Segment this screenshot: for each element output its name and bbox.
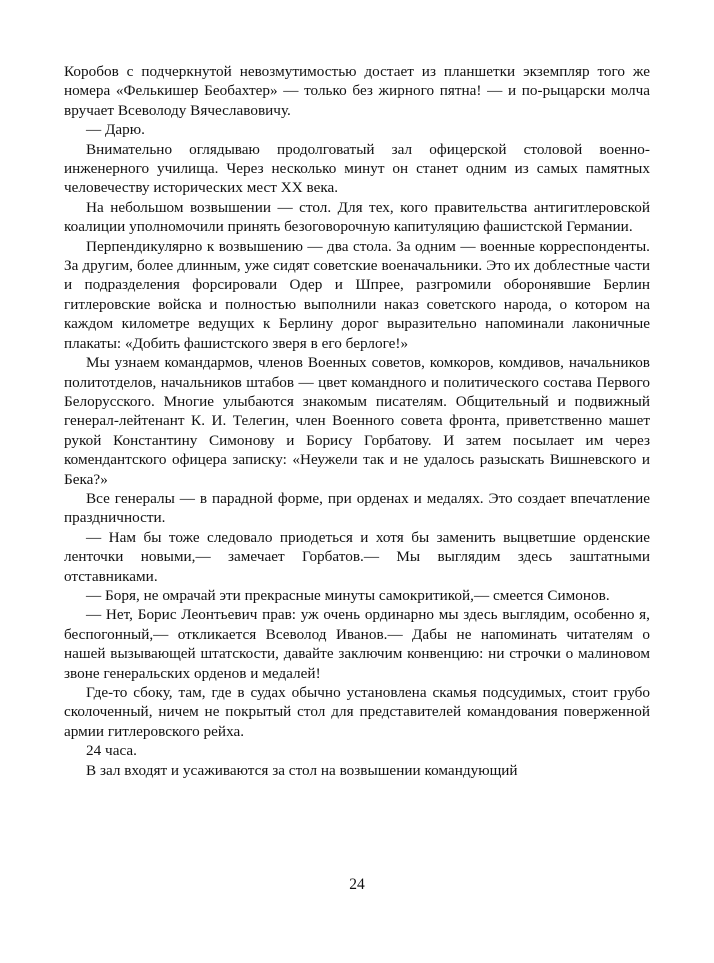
paragraph-3: Внимательно оглядываю продолговатый зал офицерской столовой военно-инженерного училища. Через несколько минут он станет одним из самых памятных человечеству исторических мест XX века. xyxy=(64,140,650,197)
paragraph-2: — Дарю. xyxy=(86,121,145,139)
paragraph-9: — Боря, не омрачай эти прекрасные минуты самокритикой,— смеется Симонов. xyxy=(86,586,610,604)
paragraph-7: Все генералы — в парадной форме, при орденах и медалях. Это создает впечатление праздничности. xyxy=(64,489,650,527)
paragraph-10: — Нет, Борис Леонтьевич прав: уж очень ординарно мы здесь выглядим, особенно я, беспогонный,— откликается Всеволод Иванов.— Дабы не напоминать читателям о нашей вызывающей штатскости, давайте заключим конвенцию: ни строчки о малиновом звоне генеральских орденов и медалей! xyxy=(64,606,650,682)
paragraph-11: Где-то сбоку, там, где в судах обычно установлена скамья подсудимых, стоит грубо сколоченный, ничем не покрытый стол для представителей командования поверженной армии гитлеровского рейха. xyxy=(64,684,650,740)
paragraph-8: — Нам бы тоже следовало приодеться и хотя бы заменить выцветшие орденские ленточки новыми,— замечает Горбатов.— Мы выглядим здесь заштатными отставниками. xyxy=(64,528,650,585)
paragraph-5: Перпендикулярно к возвышению — два стола. За одним — военные корреспонденты. За другим, более длинным, уже сидят советские военачальники. Это их доблестные части и подразделения форсировали Одер и Шпрее, разгромили оборонявшие Берлин гитлеровские войска и полностью выполнили наказ советского народа, о котором на каждом километре ведущих к Берлину дорог выразительно напоминали лаконичные плакаты: «Добить фашистского зверя в его берлоге!» xyxy=(64,237,650,352)
paragraph-12: 24 часа. xyxy=(86,742,137,760)
paragraph-6: Мы узнаем командармов, членов Военных советов, комкоров, комдивов, начальников политотделов, начальников штабов — цвет командного и политического состава Первого Белорусского. Многие улыбаются знакомым писателям. Общительный и подвижный генерал-лейтенант К. И. Телегин, член Военного совета фронта, приветственно машет рукой Константину Симонову и Борису Горбатову. И затем посылает им через комендантского офицера записку: «Неужели так и не удалось разыскать Вишневского и Бека?» xyxy=(64,354,650,488)
paragraph-13: В зал входят и усаживаются за стол на возвышении командующий xyxy=(86,761,518,779)
page-number: 24 xyxy=(349,876,365,893)
text-column xyxy=(64,62,650,780)
page-body xyxy=(64,62,650,780)
paragraph-4: На небольшом возвышении — стол. Для тех, кого правительства антигитлеровской коалиции уполномочили принять безоговорочную капитуляцию фашистской Германии. xyxy=(64,198,650,236)
paragraph-1: Коробов с подчеркнутой невозмутимостью достает из планшетки экземпляр того же номера «Фелькишер Беобахтер» — только без жирного пятна! — и по-рыцарски молча вручает Всеволоду Вячеславовичу. xyxy=(64,63,650,119)
